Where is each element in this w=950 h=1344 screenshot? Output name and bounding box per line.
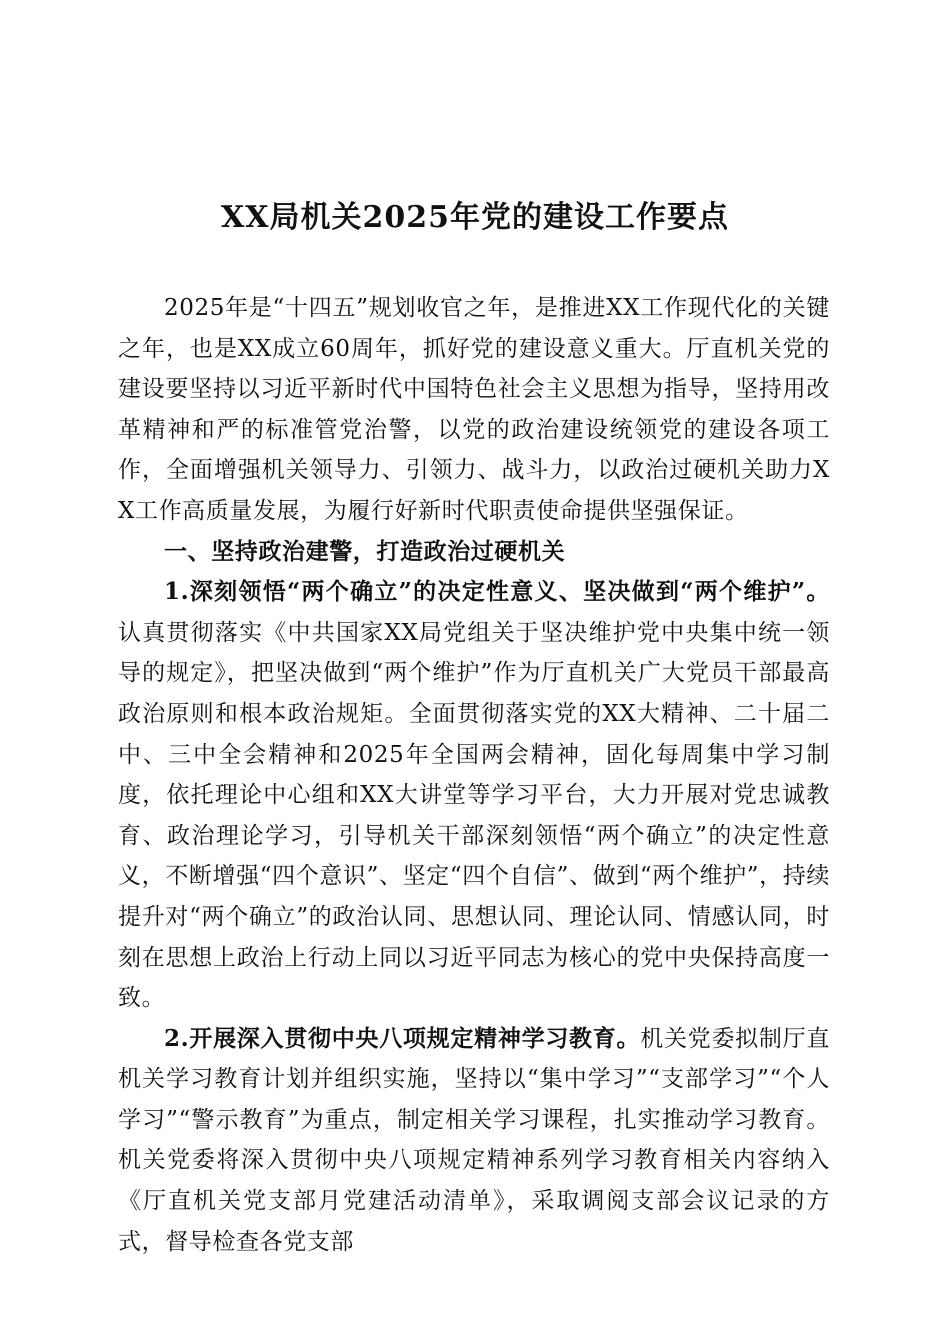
document-body (118, 288, 830, 1262)
item-2-body: 机关党委拟制厅直机关学习教育计划并组织实施，坚持以“集中学习”“支部学习”“个人学习”“警示教育”为重点，制定相关学习课程，扎实推动学习教育。机关党委将深入贯彻中央八项规定精神系列学习教育相关内容纳入《厅直机关党支部月党建活动清单》，采取调阅支部会议记录的方式，督导检查各党支部 (118, 1025, 830, 1255)
item-1-paragraph (118, 572, 830, 1019)
item-1-lead: 1.深刻领悟“两个确立”的决定性意义、坚决做到“两个维护”。 (164, 578, 830, 606)
section-heading: 一、坚持政治建警，打造政治过硬机关 (164, 537, 566, 565)
item-2-paragraph (118, 1019, 830, 1263)
intro-paragraph: 2025年是“十四五”规划收官之年，是推进XX工作现代化的关键之年，也是XX成立60周年，抓好党的建设意义重大。厅直机关党的建设要坚持以习近平新时代中国特色社会主义思想为指导，坚持用改革精神和严的标准管党治警，以党的政治建设统领党的建设各项工作，全面增强机关领导力、引领力、战斗力，以政治过硬机关助力XX工作高质量发展，为履行好新时代职责使命提供坚强保证。 (118, 295, 830, 524)
document-title: XX局机关2025年党的建设工作要点 (220, 200, 730, 235)
item-2-lead: 2.开展深入贯彻中央八项规定精神学习教育。 (164, 1024, 641, 1052)
item-1-body: 认真贯彻落实《中共国家XX局党组关于坚决维护党中央集中统一领导的规定》，把坚决做到“两个维护”作为厅直机关广大党员干部最高政治原则和根本政治规矩。全面贯彻落实党的XX大精神、二十届二中、三中全会精神和2025年全国两会精神，固化每周集中学习制度，依托理论中心组和XX大讲堂等学习平台，大力开展对党忠诚教育、政治理论学习，引导机关干部深刻领悟“两个确立”的决定性意义，不断增强“四个意识”、坚定“四个自信”、做到“两个维护”，持续提升对“两个确立”的政治认同、思想认同、理论认同、情感认同，时刻在思想上政治上行动上同以习近平同志为核心的党中央保持高度一致。 (118, 619, 830, 1012)
